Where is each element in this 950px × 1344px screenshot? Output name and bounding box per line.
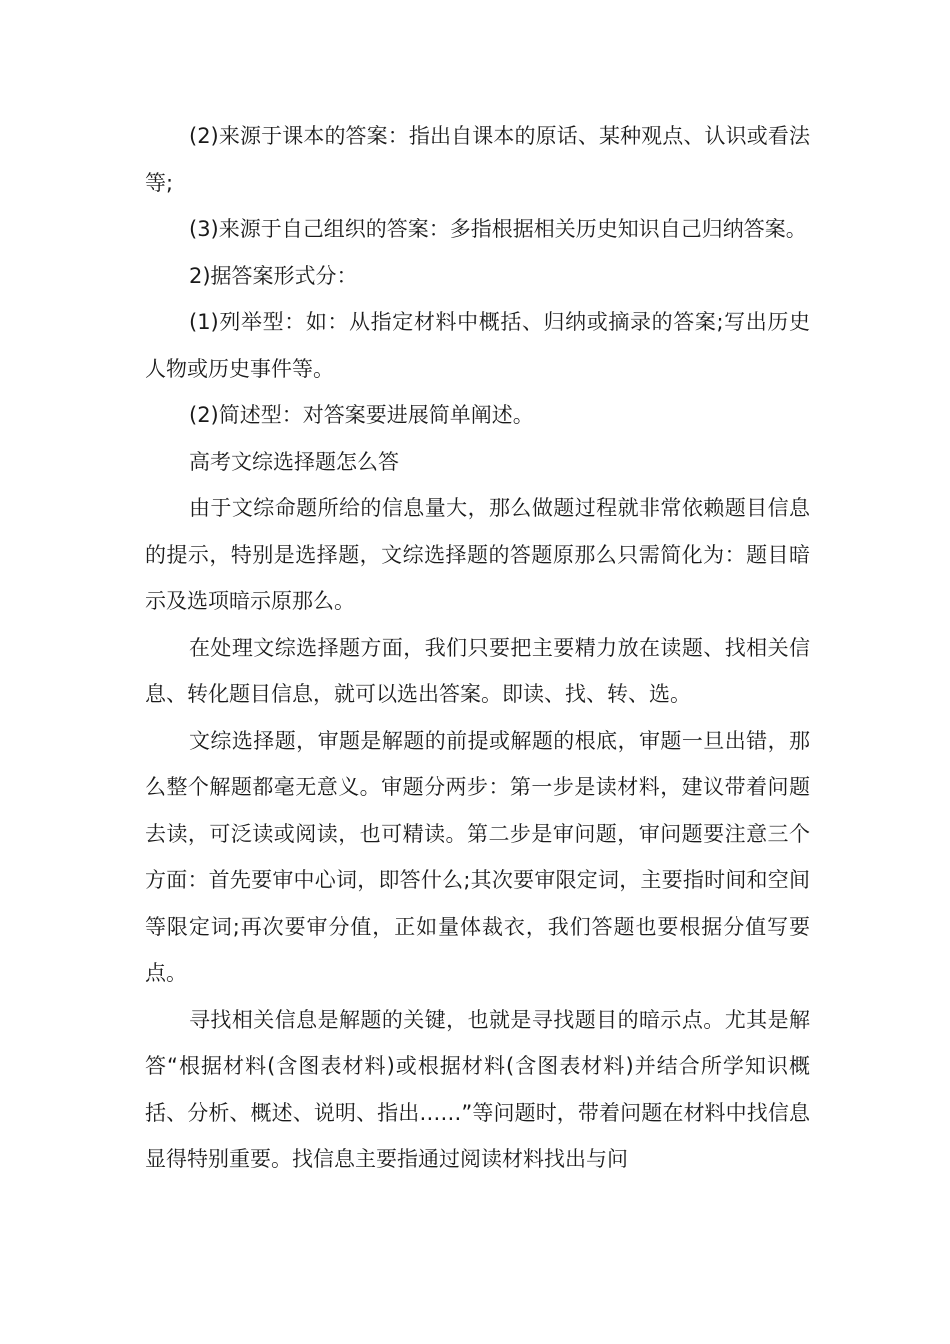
section-heading-multiple-choice: 高考文综选择题怎么答 — [189, 449, 399, 474]
paragraph-question-review: 文综选择题，审题是解题的前提或解题的根底，审题一旦出错，那么整个解题都毫无意义。审题分两步：第一步是读材料，建议带着问题去读，可泛读或阅读，也可精读。第二步是审问题，审问题要注意三个方面：首先要审中心词，即答什么;其次要审限定词，主要指时间和空间等限定词;再次要审分值，正如量体裁衣，我们答题也要根据分值写要点。 — [145, 728, 810, 985]
paragraph-information-hints: 由于文综命题所给的信息量大，那么做题过程就非常依赖题目信息的提示，特别是选择题，文综选择题的答题原那么只需简化为：题目暗示及选项暗示原那么。 — [145, 496, 810, 613]
paragraph-textbook-answer: (2)来源于课本的答案：指出自课本的原话、某种观点、认识或看法等; — [145, 124, 810, 195]
paragraph-enumeration-type: (1)列举型：如：从指定材料中概括、归纳或摘录的答案;写出历史人物或历史事件等。 — [145, 310, 810, 381]
paragraph-self-organized-answer: (3)来源于自己组织的答案：多指根据相关历史知识自己归纳答案。 — [189, 217, 807, 241]
paragraph-brief-description-type: (2)简述型：对答案要进展简单阐述。 — [189, 403, 534, 427]
document-page — [145, 113, 810, 1183]
paragraph-answer-form-heading: 2)据答案形式分： — [189, 263, 358, 288]
paragraph-read-find-convert-select: 在处理文综选择题方面，我们只要把主要精力放在读题、找相关信息、转化题目信息，就可以选出答案。即读、找、转、选。 — [145, 635, 810, 706]
paragraph-finding-information: 寻找相关信息是解题的关键，也就是寻找题目的暗示点。尤其是解答“根据材料(含图表材料)或根据材料(含图表材料)并结合所学知识概括、分析、概述、说明、指出……”等问题时，带着问题在材料中找信息显得特别重要。找信息主要指通过阅读材料找出与问 — [145, 1007, 810, 1171]
